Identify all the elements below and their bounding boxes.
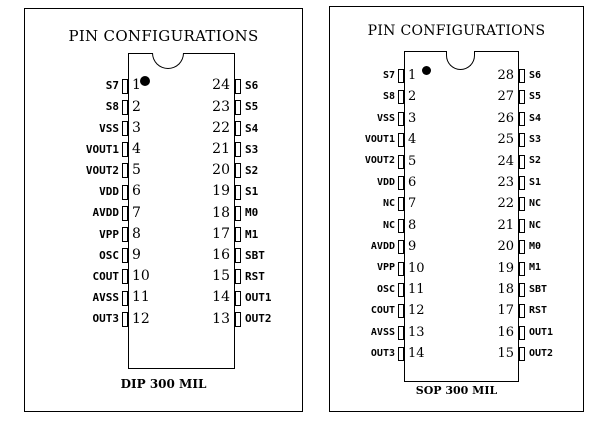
sop-pin-number-right: 23 <box>497 174 514 190</box>
sop-notch <box>446 51 475 70</box>
dip-pin-number-left: 12 <box>132 310 150 327</box>
sop-pin-number-left: 10 <box>408 260 425 276</box>
dip-pin-tab-left <box>122 163 128 178</box>
sop-pin-label-left: NC <box>382 219 395 231</box>
dip-pin-label-left: AVDD <box>92 206 119 220</box>
sop-pin-number-right: 25 <box>497 132 514 148</box>
dip-pin-tab-right <box>235 248 241 263</box>
dip-pin-tab-left <box>122 121 128 136</box>
sop-pin-number-left: 8 <box>408 217 417 233</box>
sop-pin-label-left: VOUT1 <box>364 134 395 145</box>
dip-pin-label-right: OUT2 <box>245 312 272 326</box>
dip-pin-label-right: SBT <box>245 248 265 262</box>
dip-pin-number-right: 17 <box>212 225 230 242</box>
dip-pin-label-left: VDD <box>99 185 119 199</box>
sop-pin-tab-right <box>519 304 525 318</box>
dip-panel <box>24 8 303 412</box>
sop-package-name: SOP 300 MIL <box>415 384 498 397</box>
dip-pin-tab-right <box>235 291 241 306</box>
sop-pin-tab-right <box>519 90 525 104</box>
dip-pin-number-right: 19 <box>212 183 230 200</box>
sop-pin-number-right: 19 <box>497 260 514 276</box>
sop-pin-tab-right <box>519 197 525 211</box>
sop-pin-number-left: 11 <box>408 281 425 297</box>
sop-pin-tab-left <box>398 240 404 254</box>
sop-pin-label-right: NC <box>529 198 542 210</box>
sop-pin-number-right: 21 <box>497 217 514 233</box>
sop-pin-number-right: 27 <box>497 89 514 105</box>
sop-pin-tab-right <box>519 326 525 340</box>
sop-pin-number-left: 2 <box>408 89 417 105</box>
sop-pin-label-right: M0 <box>529 241 542 252</box>
dip-pin-tab-left <box>122 79 128 94</box>
dip-pin-label-left: S8 <box>105 100 119 114</box>
sop-pin-number-left: 1 <box>408 67 417 83</box>
sop-pin-tab-right <box>519 240 525 254</box>
dip-pin-tab-right <box>235 185 241 200</box>
sop-pin-label-right: S4 <box>529 112 542 124</box>
dip-pin-label-left: COUT <box>92 269 119 283</box>
sop-pin-number-left: 7 <box>408 196 417 212</box>
dip-pin-tab-right <box>235 269 241 284</box>
sop-pin-tab-right <box>519 176 525 190</box>
sop-pin-number-left: 3 <box>408 110 417 126</box>
dip-pin-tab-right <box>235 79 241 94</box>
sop-pin-label-right: OUT1 <box>529 326 554 338</box>
sop-pin-tab-left <box>398 176 404 190</box>
dip-pin-tab-left <box>122 206 128 221</box>
sop-pin-label-left: AVSS <box>370 326 395 338</box>
dip-package-name: DIP 300 MIL <box>120 377 207 391</box>
sop-pin-tab-left <box>398 133 404 147</box>
sop-pin-number-left: 5 <box>408 153 417 169</box>
sop-panel-title: PIN CONFIGURATIONS <box>367 23 546 39</box>
dip-pin-tab-right <box>235 163 241 178</box>
sop-pin-tab-left <box>398 69 404 83</box>
sop-pin-label-right: OUT2 <box>529 348 554 359</box>
dip-pin-number-left: 1 <box>132 77 141 94</box>
sop-pin-label-right: RST <box>529 305 548 317</box>
sop-pin-number-right: 24 <box>497 153 514 169</box>
sop-pin-label-left: VOUT2 <box>364 155 395 167</box>
sop-pin-label-left: NC <box>382 198 395 210</box>
sop-pin-label-right: S1 <box>529 176 542 188</box>
sop-pin-label-left: COUT <box>370 305 395 317</box>
sop-pin-tab-right <box>519 69 525 83</box>
sop-pin-label-right: S6 <box>529 69 542 81</box>
dip-pin-number-left: 4 <box>132 140 141 157</box>
dip-pin-number-left: 2 <box>132 98 141 115</box>
dip-pin-tab-left <box>122 227 128 242</box>
sop-pin-label-left: S7 <box>382 69 395 81</box>
dip-pin-label-right: S3 <box>245 142 259 156</box>
sop-pin-label-right: M1 <box>529 262 542 274</box>
dip-pin-label-left: S7 <box>105 79 119 93</box>
dip-pin-tab-left <box>122 269 128 284</box>
sop-pin-tab-right <box>519 283 525 297</box>
sop-pin-tab-left <box>398 155 404 169</box>
dip-pin-number-left: 9 <box>132 246 141 263</box>
sop-pin-tab-left <box>398 304 404 318</box>
dip-pin-number-right: 13 <box>212 310 230 327</box>
dip-pin-number-right: 18 <box>212 204 230 221</box>
dip-pin-label-right: S2 <box>245 163 259 177</box>
sop-pin-tab-right <box>519 262 525 276</box>
sop-pin-label-left: VSS <box>376 112 395 124</box>
dip-pin-tab-left <box>122 248 128 263</box>
sop-pin-label-right: S5 <box>529 91 542 103</box>
dip-pin-number-right: 16 <box>212 246 230 263</box>
dip-pin-number-right: 22 <box>212 119 230 136</box>
dip-pin-number-right: 24 <box>212 77 230 94</box>
sop-pin-label-right: S2 <box>529 155 542 167</box>
dip-pin-label-left: AVSS <box>92 291 119 305</box>
sop-pin-number-left: 12 <box>408 303 425 319</box>
dip-pin1-marker <box>140 76 150 86</box>
sop-pin-tab-right <box>519 347 525 361</box>
sop-pin-number-left: 4 <box>408 132 417 148</box>
dip-pin-number-left: 10 <box>132 268 150 285</box>
dip-pin-tab-left <box>122 142 128 157</box>
dip-pin-number-left: 6 <box>132 183 141 200</box>
sop-pin-label-left: VPP <box>376 262 395 274</box>
sop-pin-label-right: S3 <box>529 134 542 145</box>
sop-pin-label-left: S8 <box>382 91 395 103</box>
dip-pin-number-right: 15 <box>212 268 230 285</box>
sop-pin1-marker <box>422 66 431 75</box>
dip-pin-tab-right <box>235 100 241 115</box>
dip-pin-tab-left <box>122 185 128 200</box>
dip-pin-label-right: RST <box>245 269 265 283</box>
dip-pin-label-right: M0 <box>245 206 259 220</box>
dip-pin-tab-right <box>235 227 241 242</box>
sop-pin-label-left: VDD <box>376 176 395 188</box>
sop-pin-number-left: 14 <box>408 346 425 362</box>
dip-pin-number-left: 7 <box>132 204 141 221</box>
dip-pin-number-left: 5 <box>132 162 141 179</box>
dip-pin-label-right: S1 <box>245 185 259 199</box>
sop-pin-tab-left <box>398 90 404 104</box>
dip-pin-number-right: 20 <box>212 162 230 179</box>
sop-pin-number-left: 9 <box>408 239 417 255</box>
sop-pin-number-right: 20 <box>497 239 514 255</box>
sop-pin-number-left: 6 <box>408 174 417 190</box>
dip-notch <box>152 53 184 69</box>
sop-pin-tab-right <box>519 219 525 233</box>
dip-pin-label-right: S5 <box>245 100 259 114</box>
sop-pin-number-right: 17 <box>497 303 514 319</box>
dip-pin-number-right: 21 <box>212 140 230 157</box>
sop-pin-tab-left <box>398 112 404 126</box>
sop-pin-tab-right <box>519 112 525 126</box>
dip-pin-number-left: 3 <box>132 119 141 136</box>
sop-pin-tab-left <box>398 283 404 297</box>
sop-pin-number-right: 16 <box>497 324 514 340</box>
dip-pin-number-right: 23 <box>212 98 230 115</box>
sop-pin-number-right: 26 <box>497 110 514 126</box>
sop-pin-number-right: 18 <box>497 281 514 297</box>
dip-pin-label-left: VOUT1 <box>85 142 119 156</box>
sop-pin-tab-right <box>519 133 525 147</box>
dip-pin-number-right: 14 <box>212 289 230 306</box>
dip-pin-label-right: OUT1 <box>245 291 272 305</box>
dip-pin-tab-right <box>235 121 241 136</box>
sop-pin-tab-left <box>398 262 404 276</box>
dip-pin-tab-right <box>235 312 241 327</box>
dip-pin-label-left: OUT3 <box>92 312 119 326</box>
dip-pin-label-right: S4 <box>245 121 259 135</box>
dip-pin-label-left: OSC <box>99 248 119 262</box>
dip-pin-tab-left <box>122 100 128 115</box>
dip-pin-tab-right <box>235 206 241 221</box>
sop-pin-tab-left <box>398 347 404 361</box>
dip-pin-label-left: VSS <box>99 121 119 135</box>
sop-pin-tab-left <box>398 197 404 211</box>
dip-pin-label-left: VPP <box>99 227 119 241</box>
dip-pin-tab-left <box>122 291 128 306</box>
dip-pin-tab-left <box>122 312 128 327</box>
dip-pin-number-left: 11 <box>132 289 150 306</box>
dip-pin-label-left: VOUT2 <box>85 163 119 177</box>
sop-pin-tab-left <box>398 219 404 233</box>
sop-pin-number-left: 13 <box>408 324 425 340</box>
dip-pin-label-right: S6 <box>245 79 259 93</box>
dip-pin-label-right: M1 <box>245 227 259 241</box>
sop-pin-number-right: 15 <box>497 346 514 362</box>
sop-pin-label-left: OUT3 <box>370 348 395 359</box>
sop-panel <box>329 6 584 412</box>
sop-pin-number-right: 22 <box>497 196 514 212</box>
dip-pin-number-left: 8 <box>132 225 141 242</box>
sop-pin-label-left: OSC <box>376 283 395 295</box>
sop-pin-tab-right <box>519 155 525 169</box>
sop-pin-label-right: NC <box>529 219 542 231</box>
sop-pin-label-right: SBT <box>529 283 548 295</box>
sop-pin-tab-left <box>398 326 404 340</box>
dip-pin-tab-right <box>235 142 241 157</box>
sop-pin-label-left: AVDD <box>370 241 395 252</box>
dip-panel-title: PIN CONFIGURATIONS <box>68 27 259 45</box>
sop-pin-number-right: 28 <box>497 67 514 83</box>
